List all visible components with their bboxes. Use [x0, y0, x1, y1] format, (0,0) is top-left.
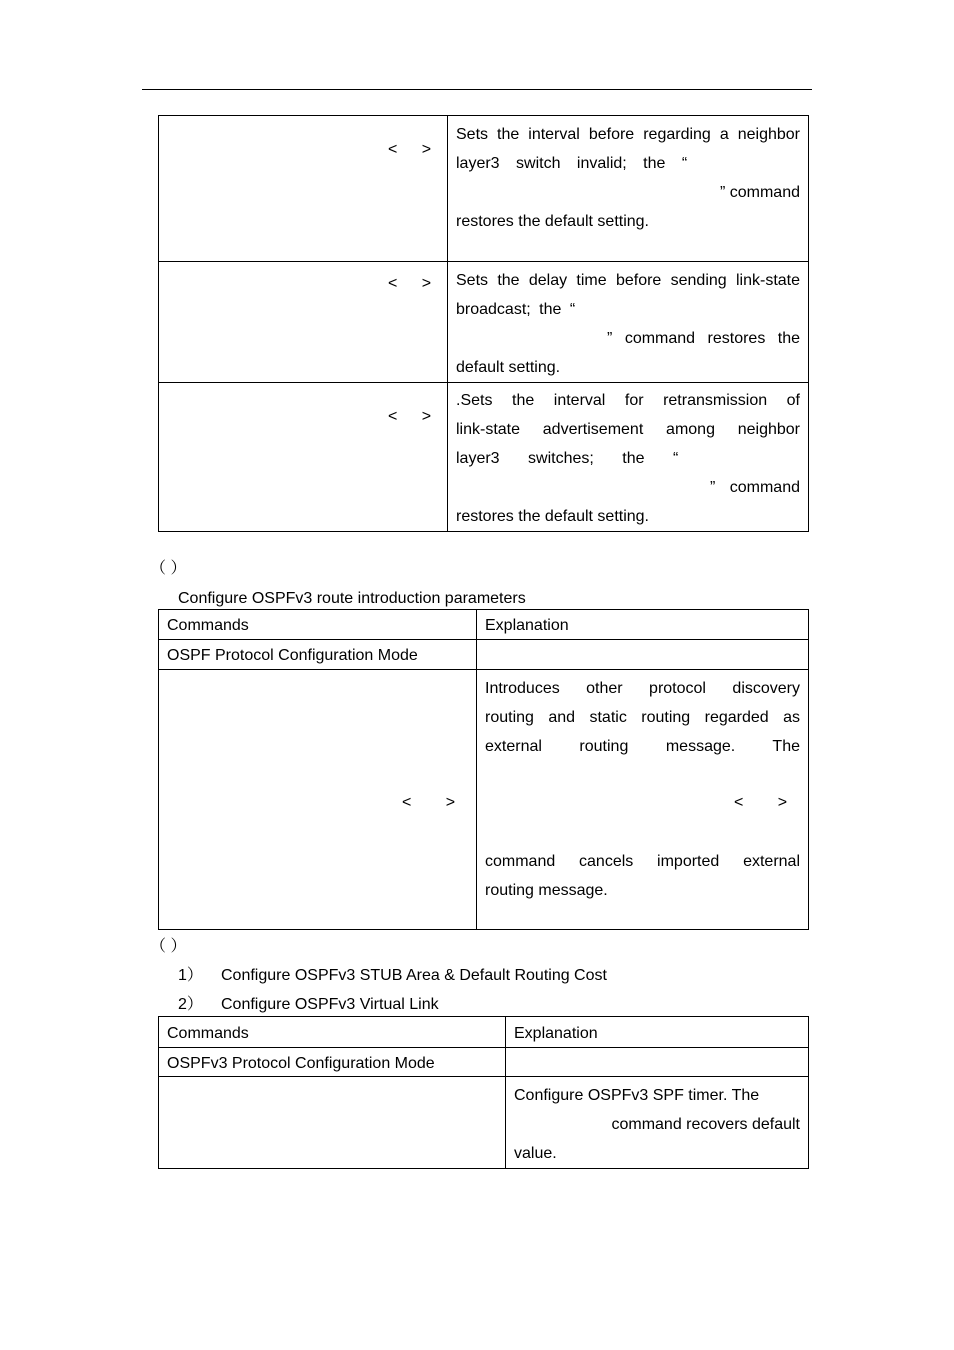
command-cell — [159, 1077, 506, 1169]
table-header-row — [159, 1017, 809, 1048]
explanation-line: external routing message. The — [485, 738, 800, 755]
command-cell — [159, 116, 448, 262]
explanation-cell — [448, 262, 809, 383]
explanation-line: layer3 switch invalid; the “ — [456, 155, 688, 172]
explanation-header: Explanation — [477, 610, 809, 640]
command-cell — [159, 670, 477, 930]
header-rule — [142, 89, 812, 90]
angle-brackets: < > — [388, 275, 432, 292]
explanation-line: Configure OSPFv3 SPF timer. The — [514, 1087, 760, 1104]
explanation-line: link-state advertisement among neighbor — [456, 421, 800, 438]
explanation-cell — [477, 670, 809, 930]
explanation-line: layer3 switches; the “ — [456, 450, 679, 467]
explanation-line: ” command restores the — [607, 330, 800, 347]
explanation-line: Sets the interval before regarding a neighbor — [456, 126, 800, 143]
table-row — [159, 383, 809, 532]
list-item-text: Configure OSPFv3 STUB Area & Default Routing Cost — [221, 967, 607, 984]
table-row — [159, 1077, 809, 1169]
commands-header: Commands — [159, 610, 477, 640]
table-row — [159, 116, 809, 262]
explanation-cell — [448, 383, 809, 532]
explanation-line: restores the default setting. — [456, 213, 649, 230]
angle-brackets: < > — [388, 141, 432, 158]
explanation-header: Explanation — [506, 1017, 809, 1048]
section-marker: （ ） — [150, 938, 187, 955]
mode-explanation-cell — [506, 1048, 809, 1077]
command-cell — [159, 383, 448, 532]
explanation-cell — [448, 116, 809, 262]
angle-brackets: < > — [388, 408, 432, 425]
explanation-line: command recovers default — [611, 1116, 800, 1133]
explanation-line: Introduces other protocol discovery — [485, 680, 800, 697]
explanation-line: ” command — [719, 184, 800, 201]
mode-explanation-cell — [477, 640, 809, 670]
list-item-number: 2） — [178, 996, 203, 1013]
explanation-cell — [506, 1077, 809, 1169]
mode-cell: OSPF Protocol Configuration Mode — [159, 640, 477, 670]
list-item-text: Configure OSPFv3 Virtual Link — [221, 996, 439, 1013]
explanation-line: routing message. — [485, 882, 608, 899]
explanation-line: value. — [514, 1145, 557, 1162]
explanation-line: default setting. — [456, 359, 561, 376]
explanation-line: ” command — [709, 479, 800, 496]
table-header-row — [159, 610, 809, 640]
timer-commands-table — [158, 115, 809, 532]
section-caption: Configure OSPFv3 route introduction parameters — [178, 590, 526, 607]
section-marker: （ ） — [150, 560, 187, 577]
explanation-line: command cancels imported external — [485, 853, 800, 870]
mode-row — [159, 1048, 809, 1077]
explanation-line: Sets the delay time before sending link-state — [456, 272, 800, 289]
explanation-line: broadcast; the “ — [456, 301, 576, 318]
explanation-line: .Sets the interval for retransmission of — [456, 392, 800, 409]
route-introduction-table — [158, 609, 809, 930]
command-cell — [159, 262, 448, 383]
mode-cell: OSPFv3 Protocol Configuration Mode — [159, 1048, 506, 1077]
table-row — [159, 670, 809, 930]
explanation-line: restores the default setting. — [456, 508, 649, 525]
angle-brackets: < > — [402, 794, 456, 811]
spf-timer-table — [158, 1016, 809, 1169]
explanation-line: routing and static routing regarded as — [485, 709, 800, 726]
angle-brackets: < > — [734, 794, 788, 811]
table-row — [159, 262, 809, 383]
list-item-number: 1） — [178, 967, 203, 984]
mode-row — [159, 640, 809, 670]
commands-header: Commands — [159, 1017, 506, 1048]
